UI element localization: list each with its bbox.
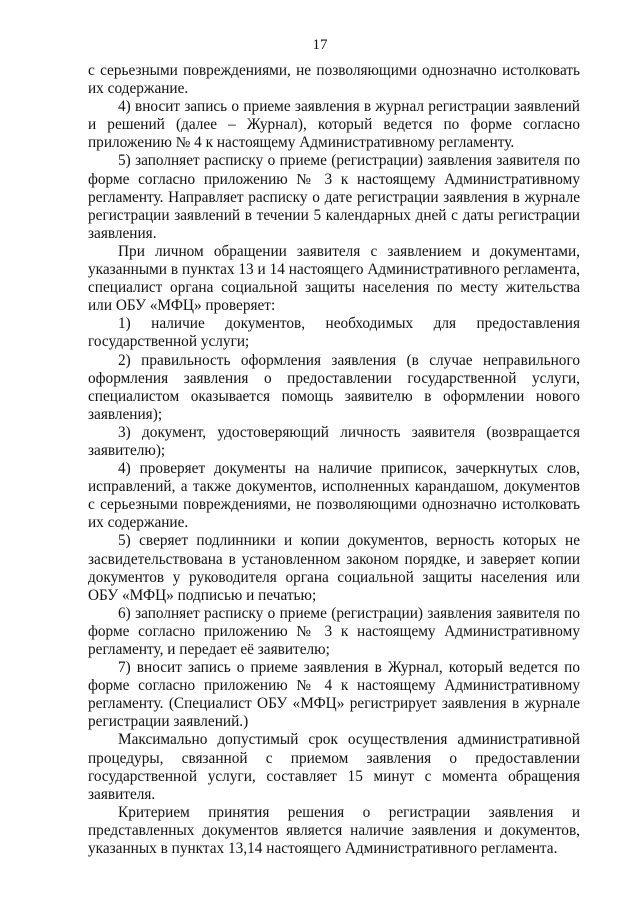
paragraph-continuation: с серьезными повреждениями, не позволяющими однозначно истолковать их содержание.: [88, 62, 580, 98]
paragraph-personal-appeal: При личном обращении заявителя с заявлением и документами, указанными в пунктах 13 и 14 настоящего Административного регламента, специалист органа социальной защиты населения по месту жительства или ОБУ «МФЦ» проверяет:: [88, 242, 580, 315]
page-number: 17: [312, 37, 328, 53]
paragraph-check-2: 2) правильность оформления заявления (в случае неправильного оформления заявления о предоставлении государственной услуги, специалистом оказывается помощь заявителю в оформлении нового заявления);: [88, 351, 580, 423]
paragraph-max-duration: Максимально допустимый срок осуществления административной процедуры, связанной с приемом заявления о предоставлении государственной услуги, составляет 15 минут с момента обращения заявителя.: [88, 731, 580, 803]
paragraph-check-1: 1) наличие документов, необходимых для предоставления государственной услуги;: [88, 315, 580, 351]
paragraph-decision-criterion: Критерием принятия решения о регистрации заявления и представленных документов является наличие заявления и документов, указанных в пунктах 13,14 настоящего Административного регламента.: [88, 803, 580, 858]
paragraph-check-4: 4) проверяет документы на наличие приписок, зачеркнутых слов, исправлений, а также документов, исполненных карандашом, документов с серьезными повреждениями, не позволяющими однозначно истолковать их содержание.: [88, 460, 580, 532]
paragraph-check-5: 5) сверяет подлинники и копии документов, верность которых не засвидетельствована в установленном законом порядке, и заверяет копии документов у руководителя органа социальной защиты населения или ОБУ «МФЦ» подписью и печатью;: [88, 532, 580, 604]
paragraph-check-7: 7) вносит запись о приеме заявления в Журнал, который ведется по форме согласно приложению № 4 к настоящему Административному регламенту. (Специалист ОБУ «МФЦ» регистрирует заявления в журнале регистрации заявлений.): [88, 659, 580, 731]
paragraph-item-4-journal: 4) вносит запись о приеме заявления в журнал регистрации заявлений и решений (далее – Журнал), который ведется по форме согласно приложению № 4 к настоящему Административному регламенту.: [88, 98, 580, 152]
document-body: [88, 62, 580, 858]
paragraph-item-5-receipt: 5) заполняет расписку о приеме (регистрации) заявления заявителя по форме согласно приложению № 3 к настоящему Административному регламенту. Направляет расписку о дате регистрации заявления в журнале регистрации заявлений в течении 5 календарных дней с даты регистрации заявления.: [88, 152, 580, 242]
paragraph-check-6: 6) заполняет расписку о приеме (регистрации) заявления заявителя по форме согласно приложению № 3 к настоящему Административному регламенту, и передает её заявителю;: [88, 604, 580, 658]
paragraph-check-3: 3) документ, удостоверяющий личность заявителя (возвращается заявителю);: [88, 423, 580, 459]
